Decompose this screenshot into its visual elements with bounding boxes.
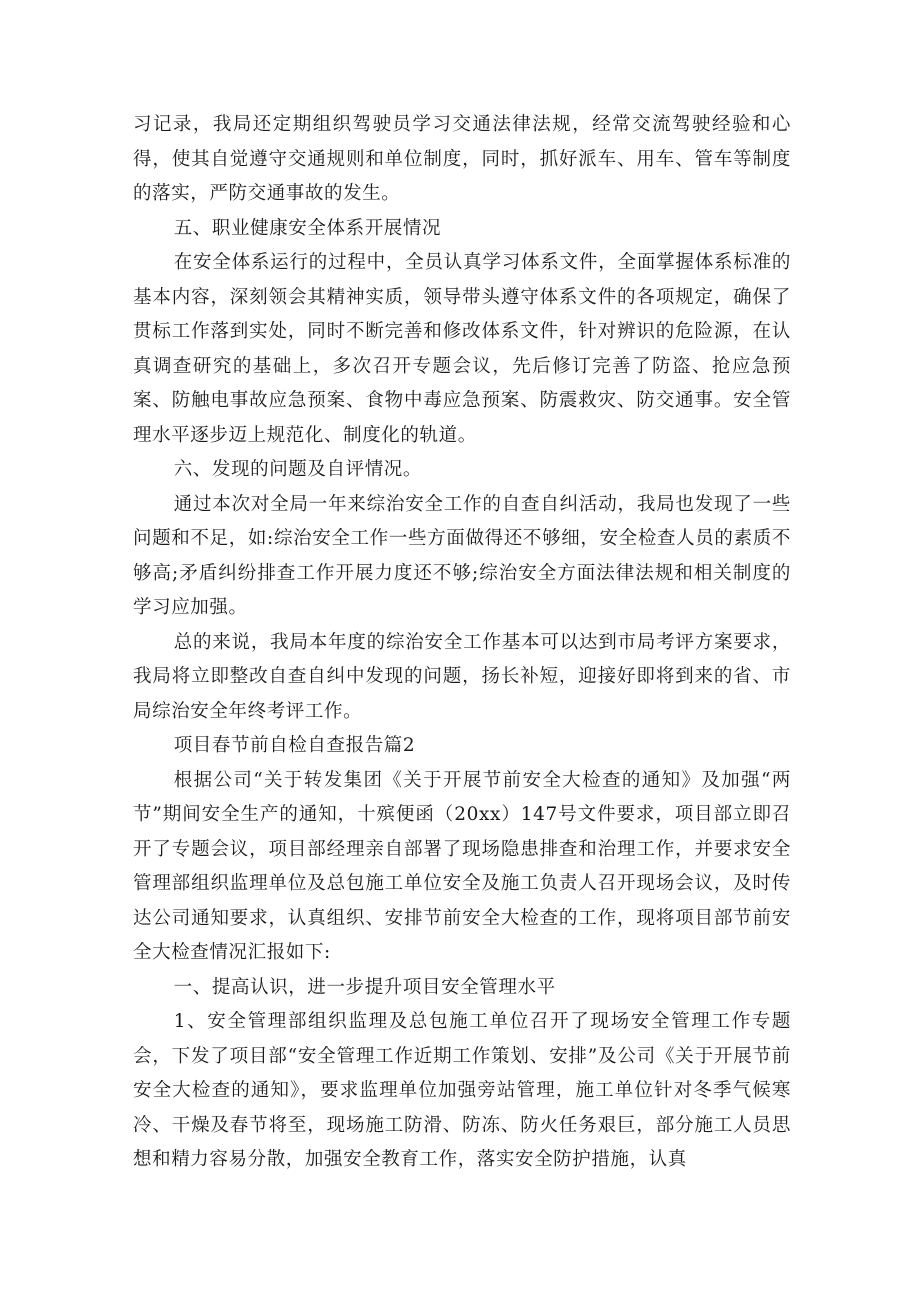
section-heading-6: 六、发现的问题及自评情况。: [173, 459, 422, 480]
paragraph-continuation: 习记录，我局还定期组织驾驶员学习交通法律法规，经常交流驾驶经验和心得，使其自觉遵守交通规则和单位制度，同时，抓好派车、用车、管车等制度的落实，严防交通事故的发生。: [133, 114, 791, 204]
paragraph: 1、安全管理部组织监理及总包施工单位召开了现场安全管理工作专题会，下发了项目部“安全管理工作近期工作策划、安排”及公司《关于开展节前安全大检查的通知》，要求监理单位加强旁站管理，施工单位针对冬季气候寒冷、干燥及春节将至，现场施工防滑、防冻、防火任务艰巨，部分施工人员思想和精力容易分散，加强安全教育工作，落实安全防护措施，认真: [133, 1011, 791, 1170]
paragraph: 总的来说，我局本年度的综治安全工作基本可以达到市局考评方案要求，我局将立即整改自查自纠中发现的问题，扬长补短，迎接好即将到来的省、市局综治安全年终考评工作。: [133, 631, 791, 722]
report-title-part-2: 项目春节前自检自查报告篇2: [173, 735, 416, 756]
section-heading-5: 五、职业健康安全体系开展情况: [173, 217, 442, 239]
document-body: [133, 108, 791, 1178]
paragraph: 通过本次对全局一年来综治安全工作的自查自纠活动，我局也发现了一些问题和不足，如:综治安全工作一些方面做得还不够细，安全检查人员的素质不够高;矛盾纠纷排查工作开展力度还不够;综治安全方面法律法规和相关制度的学习应加强。: [133, 493, 791, 618]
section-heading-1: 一、提高认识，进一步提升项目安全管理水平: [173, 976, 556, 998]
paragraph: 根据公司“关于转发集团《关于开展节前安全大检查的通知》及加强“两节”期间安全生产的通知，十殡便函（20xx）147号文件要求，项目部立即召开了专题会议，项目部经理亲自部署了现场隐患排查和治理工作，并要求安全管理部组织监理单位及总包施工单位安全及施工负责人召开现场会议，及时传达公司通知要求，认真组织、安排节前安全大检查的工作，现将项目部节前安全大检查情况汇报如下:: [133, 769, 791, 963]
paragraph: 在安全体系运行的过程中，全员认真学习体系文件，全面掌握体系标准的基本内容，深刻领会其精神实质，领导带头遵守体系文件的各项规定，确保了贯标工作落到实处，同时不断完善和修改体系文件，针对辨识的危险源，在认真调查研究的基础上，多次召开专题会议，先后修订完善了防盗、抢应急预案、防触电事故应急预案、食物中毒应急预案、防震救灾、防交通事。安全管理水平逐步迈上规范化、制度化的轨道。: [133, 252, 791, 446]
